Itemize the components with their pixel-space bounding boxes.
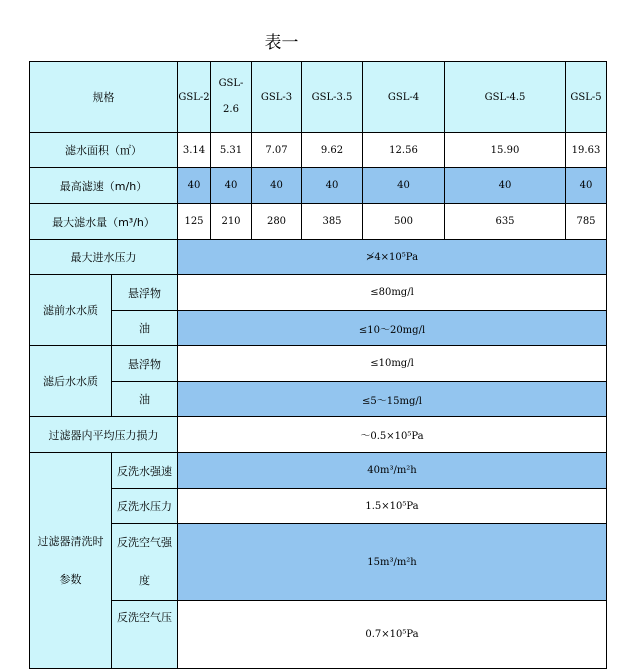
table-row <box>30 311 607 346</box>
model-header: GSL-2.6 <box>211 62 252 133</box>
flow-cell: 125 <box>178 204 211 240</box>
table-row <box>30 417 607 453</box>
table-row <box>30 240 607 275</box>
pre-suspended-label: 悬浮物 <box>112 275 178 311</box>
pre-oil-value: ≤10～20mg/l <box>178 311 607 346</box>
flow-cell: 280 <box>252 204 302 240</box>
table-row <box>30 133 607 168</box>
post-suspended-value: ≤10mg/l <box>178 346 607 382</box>
speed-cell: 40 <box>302 168 363 204</box>
row-label-speed: 最高滤速（m/h） <box>30 168 178 204</box>
flow-cell: 500 <box>363 204 445 240</box>
row-label-flow: 最大滤水量（m³/h） <box>30 204 178 240</box>
backwash-air-intensity-label <box>112 524 178 601</box>
pre-suspended-value: ≤80mg/l <box>178 275 607 311</box>
table-row <box>30 489 607 524</box>
speed-cell: 40 <box>178 168 211 204</box>
flow-cell: 635 <box>445 204 566 240</box>
row-label-pressure-loss: 过滤器内平均压力损力 <box>30 417 178 453</box>
table-row <box>30 453 607 489</box>
flow-cell: 210 <box>211 204 252 240</box>
area-cell: 7.07 <box>252 133 302 168</box>
model-header: GSL-5 <box>566 62 607 133</box>
cleaning-group-line2: 参数 <box>59 572 82 586</box>
backwash-water-rate-label: 反洗水强速 <box>112 453 178 489</box>
speed-cell: 40 <box>363 168 445 204</box>
model-header: GSL-4.5 <box>445 62 566 133</box>
area-cell: 19.63 <box>566 133 607 168</box>
area-cell: 12.56 <box>363 133 445 168</box>
flow-cell: 385 <box>302 204 363 240</box>
backwash-air-intensity-value: 15m³/m²h <box>178 524 607 601</box>
speed-cell: 40 <box>252 168 302 204</box>
flow-cell: 785 <box>566 204 607 240</box>
group-label-pre-water: 滤前水水质 <box>30 275 112 346</box>
post-suspended-label: 悬浮物 <box>112 346 178 382</box>
group-label-cleaning <box>30 453 112 669</box>
model-header: GSL-4 <box>363 62 445 133</box>
header-row <box>30 62 607 133</box>
backwash-air-pressure-value: 0.7×10⁵Pa <box>178 601 607 669</box>
speed-cell: 40 <box>445 168 566 204</box>
table-title: 表一 <box>264 33 299 53</box>
inlet-pressure-value: ≯4×10⁵Pa <box>178 240 607 275</box>
table-row <box>30 346 607 382</box>
cleaning-group-line1: 过滤器清洗时 <box>37 534 104 548</box>
backwash-air-pressure-label: 反洗空气压 <box>112 601 178 669</box>
post-oil-value: ≤5～15mg/l <box>178 382 607 417</box>
speed-cell: 40 <box>211 168 252 204</box>
backwash-water-pressure-value: 1.5×10⁵Pa <box>178 489 607 524</box>
model-header: GSL-3.5 <box>302 62 363 133</box>
table-row <box>30 204 607 240</box>
area-cell: 5.31 <box>211 133 252 168</box>
table-row <box>30 275 607 311</box>
table-row <box>30 382 607 417</box>
table-row <box>30 601 607 669</box>
post-oil-label: 油 <box>112 382 178 417</box>
area-cell: 15.90 <box>445 133 566 168</box>
row-label-area: 滤水面积（㎡） <box>30 133 178 168</box>
area-cell: 3.14 <box>178 133 211 168</box>
backwash-water-pressure-label: 反洗水压力 <box>112 489 178 524</box>
spec-table-container <box>29 61 607 640</box>
spec-table <box>29 61 607 669</box>
air-intensity-line1: 反洗空气强 <box>117 536 172 549</box>
model-header: GSL-3 <box>252 62 302 133</box>
model-header: GSL-2 <box>178 62 211 133</box>
table-row <box>30 168 607 204</box>
backwash-water-rate-value: 40m³/m²h <box>178 453 607 489</box>
area-cell: 9.62 <box>302 133 363 168</box>
pre-oil-label: 油 <box>112 311 178 346</box>
pressure-loss-value: ～0.5×10⁵Pa <box>178 417 607 453</box>
group-label-post-water: 滤后水水质 <box>30 346 112 417</box>
air-intensity-line2: 度 <box>139 574 150 587</box>
speed-cell: 40 <box>566 168 607 204</box>
row-label-inlet-pressure: 最大进水压力 <box>30 240 178 275</box>
table-row <box>30 524 607 601</box>
spec-label: 规格 <box>30 62 178 133</box>
